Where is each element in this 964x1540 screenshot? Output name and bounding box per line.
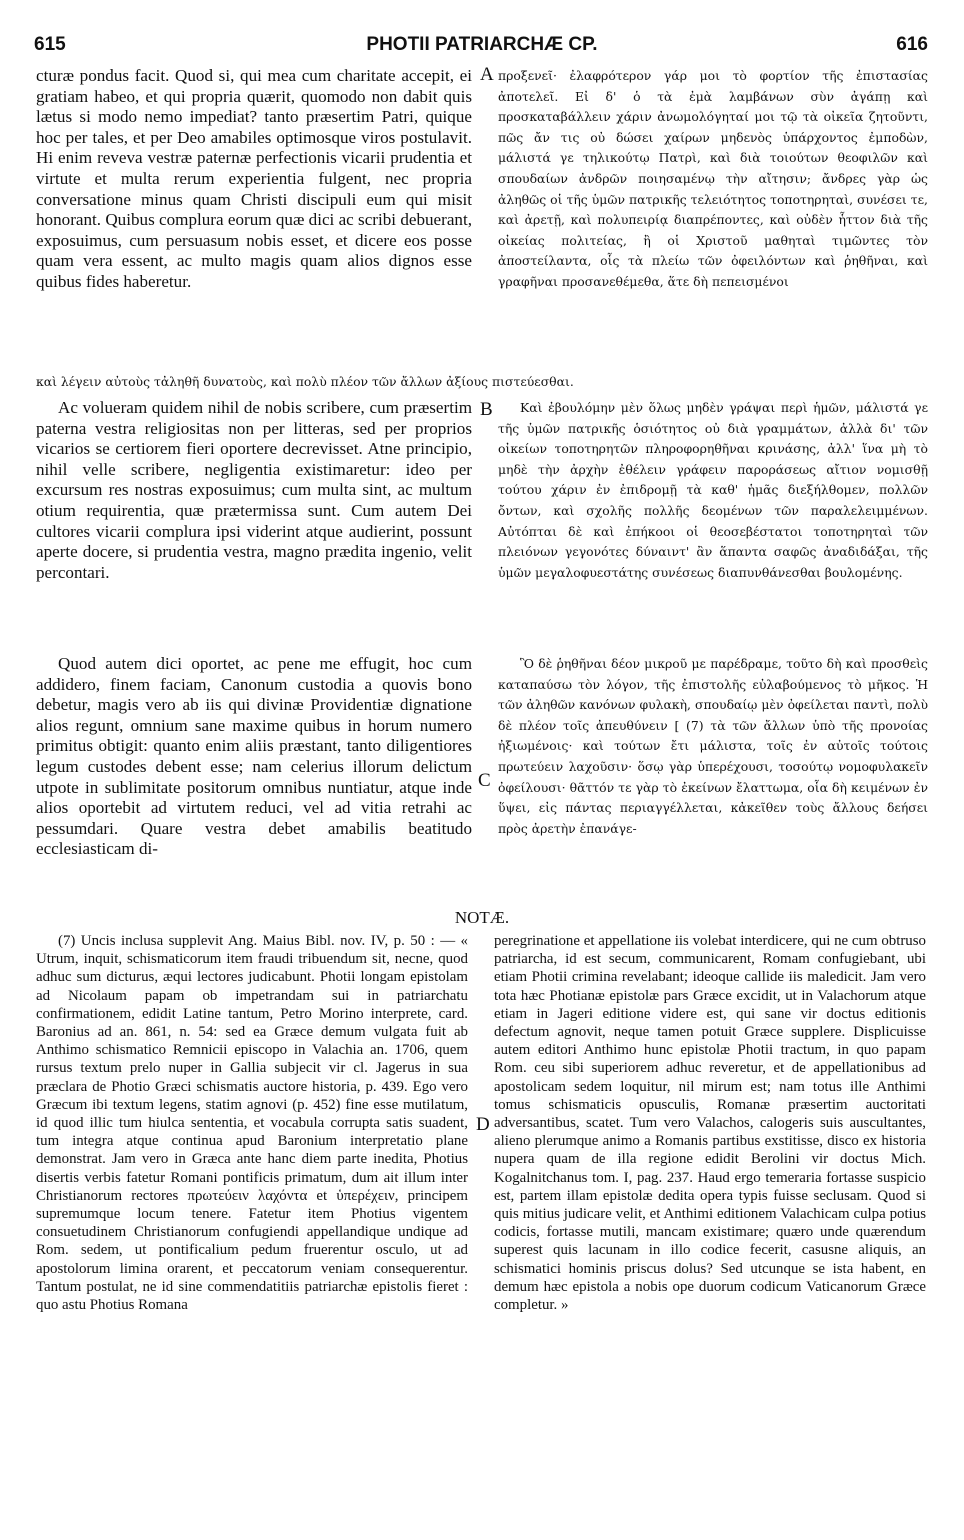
notes-heading: NOTÆ. [454, 908, 510, 927]
running-header [0, 34, 964, 64]
section-marker-d: D [476, 1114, 490, 1135]
greek-text-3: Ὃ δὲ ῥηθῆναι δέον μικροῦ με παρέδραμε, τοῦτο δὴ καὶ προσθεὶς καταπαύσω τὸν λόγον, τῆς ἐπιστολῆς εὐλαβούμενος τὸ μῆκος. Ἡ τῶν ἀληθῶν κανόνων φυλακὴ, σπουδαίῳ μὲν ὀφείλεται παντὶ, πολὺ δὲ πλέον τοῖς ἀπευθύνειν [ (7) τὰ τῶν ἄλλων ὑπὸ τῆς προνοίας ἠξιωμένοις· καὶ τούτων ἔτι μάλιστα, τοῖς ἐν αὐτοῖς τούτοις πρωτεύειν λαχοῦσιν· ὅσῳ γὰρ ὑπερέχουσι, τοσούτῳ νομοφυλακεῖν ὀφείλουσι· θᾶττόν τε γὰρ τὸ ἐκείνων ἔλαττωμα, οἷα δὴ κειμένων ἐν ὕψει, εἰς πάντας περιαγγέλλεται, κἀκεῖθεν τοὺς ἄλλους δεήσει πρὸς ἀρετὴν ἐπανάγε- [498, 656, 928, 836]
greek-text-1: προξενεῖ· ἐλαφρότερον γάρ μοι τὸ φορτίον τῆς ἐπιστασίας ἀποτελεῖ. Εἰ δ' ὁ τὰ ἐμὰ λαμβάνων σὺν ἀγάπῃ καὶ προσκαταβάλλειν χάριν ἀνωμολόγηταί μοι τῷ τὰ οἰκεῖα ζητοῦντι, πῶς ἄν τις οὐ δώσει χαίρων μηδενὸς ὑπάρχοντος ἐμποδὼν, μάλιστά γε τηλικούτῳ Πατρὶ, καὶ διὰ τοιούτων θεοφιλῶν καὶ σπουδαίων ἀνδρῶν ποιησαμένῳ τὴν αἴτησιν; ἄνδρες γὰρ ὡς ἀληθῶς οἱ τῆς ὑμῶν πατρικῆς τελειότητος τοποτηρηταὶ, συνέσει τε, καὶ ἀρετῇ, καὶ πολυπειρίᾳ διαπρέποντες, καὶ οὐδὲν ἧττον διὰ τῆς οἰκείας πολιτείας, ἢ οἱ Χριστοῦ μαθηταὶ τιμῶντες τὸν ἀποστείλαντα, οἷς τὰ πλείω τῶν ὀφειλόντων καὶ ῥηθῆναι, καὶ γραφῆναι προσανεθέμεθα, ἅτε δὴ πεπεισμένοι [498, 68, 928, 289]
cross-column-greek-line: καὶ λέγειν αὐτοὺς τἀληθῆ δυνατοὺς, καὶ πολὺ πλέον τῶν ἄλλων ἀξίους πιστεύεσθαι. [36, 374, 574, 389]
latin-paragraph-2 [36, 398, 472, 583]
greek-paragraph-2 [498, 398, 928, 583]
section-marker-b: B [480, 399, 493, 420]
greek-text-2: Καὶ ἐβουλόμην μὲν ὅλως μηδὲν γράψαι περὶ ἡμῶν, μάλιστά γε τῆς ὑμῶν πατρικῆς ὁσιότητος οὐ διὰ γραμμάτων, ἀλλὰ δι' τῶν οἰκείων τοποτηρητῶν πληροφορηθῆναι κρινάσης, ἀλλ' ἵνα μὴ τὸ μηδὲ τὴν ἀρχὴν ἐθέλειν γράφειν παροράσεως αἴτιον νομισθῇ τούτου χάριν ἐν ἐπιδρομῇ τὰ καθ' ἡμᾶς διεξήλθομεν, πολλῶν ὄντων, καὶ σχολῆς πολλῆς δεομένων τῶν παραλελειμμένων. Αὐτόπται δὲ καὶ ἐπήκοοι οἱ θεοσεβέστατοι τοποτηρηταὶ τῶν πλειόνων γεγονότες δύναιντ' ἂν ἅπαντα σαφῶς ἀναδιδάξαι, τῆς ὑμῶν μεγαλοφυεστάτης συνέσεως διαπυνθάνεσθαι βουλομένης. [498, 400, 928, 580]
section-marker-c: C [478, 770, 491, 791]
latin-text-3: Quod autem dici oportet, ac pene me effugit, hoc cum addidero, finem faciam, Canonum custodia a quovis bono debetur, magis vero ab iis qui divinæ Providentiæ dignatione alios regunt, omnium sane maxime quibus in horum numero primitus obtigit: quanto enim aliis præstant, tanto diligentiores legum custodes debent esse; nam celerius illorum delictum utpote in sublimitate positorum omnibus nuntiatur, atque inde alios oportebit ad virtutem reduci, vel ad vitia retrahi ac pessumdari. Quare vestra debet amabilis beatitudo ecclesiasticam di- [36, 654, 472, 859]
footnote-text-2: peregrinatione et appellatione iis volebat interdicere, qui ne cum obtruso patriarcha, id est secum, communicarent, Romam confugiebant, ubi etiam Photii crimina revelabant; ideoque callide iis maledicit. Jam vero tota hæc Photianæ epistolæ pars Græce excidit, ut in Valachorum atque etiam in Jageri editione videre est, qui sane vir doctus editionis defectum agnovit, neque tamen potuit Græce supplere. Displicuisse autem editori Anthimo hunc epistolæ Photii tractum, in quo papam Rom. ceu sibi superiorem adhuc reveretur, et de appellationibus ad apostolicam sedem loquitur, nil mirum est; nam totus ille Anthimi tomus schismaticis opusculis, Romanæ præsertim auctoritati adversantibus, scatet. Tum vero Valachos, calogeris suis auscultantes, alieno plerumque animo a Romanis partibus exstitisse, disco ex historia nupera quam de illa regione edidit Berolini vir doctus Mich. Kogalnitchanus tom. I, pag. 237. Haud ergo temeraria fortasse suspicio est, partem illam epistolæ dedita opera typis fuisse seclusam. Quod si quis mitius judicare velit, et Anthimi editionem Valachicam culpa potius codicis, fortasse mutili, mancam existimare; quæro unde quærendum superest quis lacunam in illo codice fecerit, casusne aliquis, an schismatici hominis priscus dolus? Sed utcunque se ista habent, en demum hæc epistola a nobis ope duorum codicum Vaticanorum Græce completur. » [494, 933, 926, 1314]
running-title: PHOTII PATRIARCHÆ CP. [366, 34, 598, 55]
latin-text-2: Ac volueram quidem nihil de nobis scribere, cum præsertim paterna vestra religiositas non per litteras, sed per proprios vicarios se certiorem fieri oportere decrevisset. Atne principio, nihil velle scribere, negligentia existimaretur: ideo per excursum res nostras exposuimus; cum multa sint, ac multum otium requirentia, quæ prætermissa sunt. Cum autem Dei cultores vicarii complura ipsi viderint atque audierint, possunt aperte docere, si prudentia vestra, magno prædita ingenio, velit percontari. [36, 398, 472, 582]
footnote-left-column [36, 932, 468, 1314]
greek-paragraph-3 [498, 654, 928, 839]
latin-paragraph-3 [36, 654, 472, 860]
right-page-number: 616 [896, 34, 928, 55]
section-marker-a: A [480, 64, 494, 85]
latin-text-1: cturæ pondus facit. Quod si, qui mea cum charitate accepit, ei gratiam habeo, et qui propria quærit, quomodo non dabit quis lætus si modo nemo impediat? tanto præsertim Patri, quique hoc per tales, et per Deo amabiles optimosque viros postulavit. Hi enim reveva vestræ paternæ perfectionis vicarii prudentia et virtute et multa rerum experientia fulgent, nec propria conversatione minus quam Christi discipuli eum qui misit honorant. Quibus complura eorum quæ dici ac scribi debuerant, exposuimus, cum persuasum nobis esset, et dicere eos posse quam vera essent, ac multo magis quam alios dignos esse quibus fides haberetur. [36, 66, 472, 291]
greek-paragraph-1 [498, 66, 928, 293]
footnote-right-column [494, 932, 926, 1314]
latin-paragraph-1 [36, 66, 472, 293]
left-page-number: 615 [34, 34, 66, 55]
footnote-text-1: (7) Uncis inclusa supplevit Ang. Maius Bibl. nov. IV, p. 50 : — « Utrum, inquit, schismaticorum item fraudi tribuendum sit, necne, quod adhuc sum dicturus, æqui lectores judicabunt. Photii longam epistolam ad Nicolaum papam ob impetrandam sui in patriarchatu confirmationem, edidit Latine tantum, Petro Morino interprete, card. Baronius ad an. 861, n. 54: sed ea Græce demum vulgata fuit ab Anthimo schismatico Remnicii episcopo in Valachia an. 1706, quem rursus textum prelo nuper in Gallia subjecit vir cl. Jagerus in sua præclara de Photio Græci schismatis auctore historia, p. 439. Ego vero Græcum ibi textum legens, statim agnovi (p. 452) fine esse mutilatum, id quod illic tum hiulca sententia, et vocabula corrupta satis suadent, tum integra atque continua apud Baronium interpretatio plane demonstrat. Jam vero in Græca ante hanc diem parte inedita, Photius disertis verbis fatetur Romani pontificis primatum, dum ait illum inter Christianorum rectores πρωτεύειν λαχόντα et ὑπερέχειν, principem supremumque locum tenere. Fatetur item Photius vigentem consuetudinem Christianorum confugiendi appellandique undique ad Rom. sedem, ut pontificalium pedum fruerentur osculo, ut ad apostolorum limina orarent, et peccatorum veniam consequerentur. Tantum postulat, ne id sine commendatitiis patriarchæ epistolis fieret : quo astu Photius Romana [36, 933, 468, 1314]
